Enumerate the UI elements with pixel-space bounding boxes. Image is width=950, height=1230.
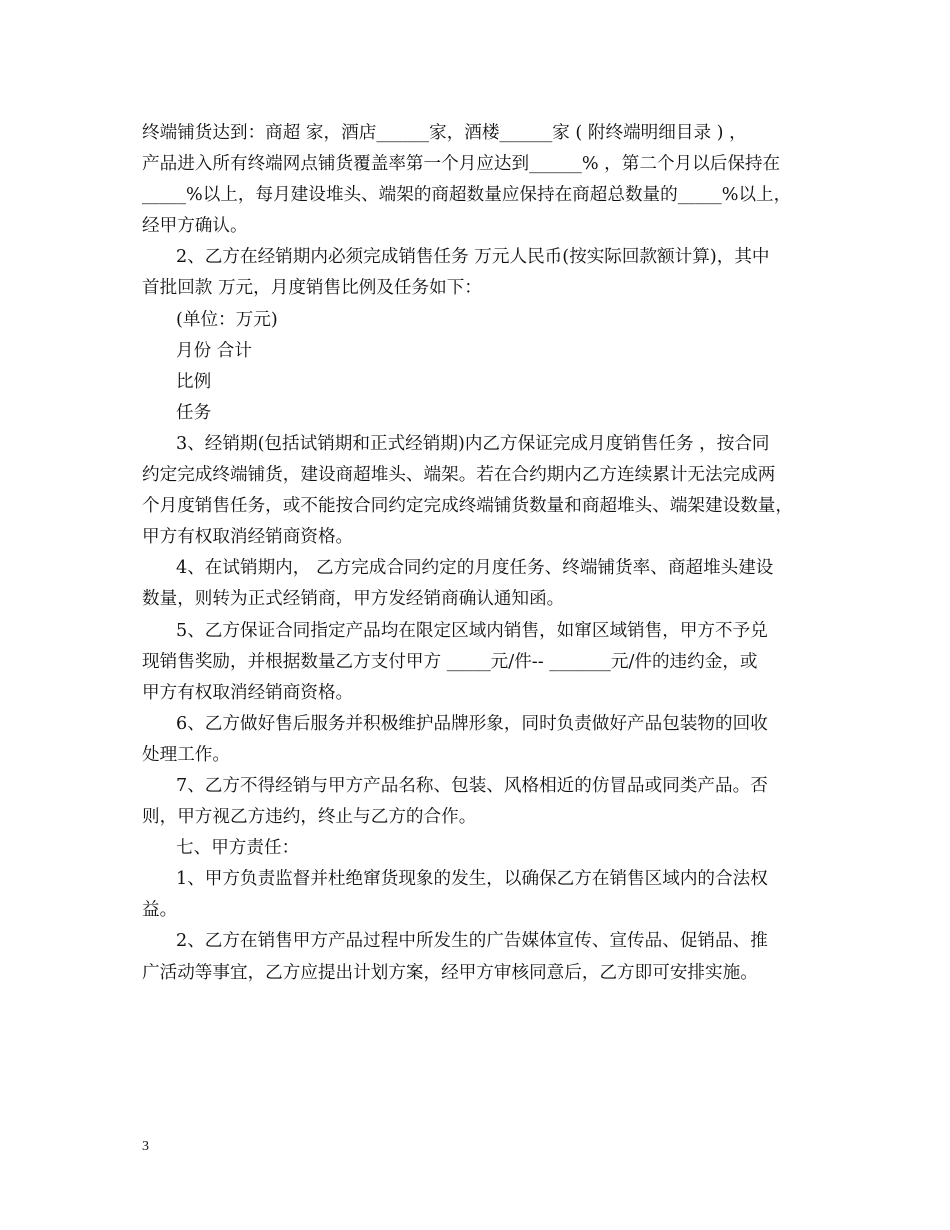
clause-6-line: 6、乙方做好售后服务并积极维护品牌形象，同时负责做好产品包装物的回收	[176, 713, 768, 734]
clause-3-line: 3、经销期(包括试销期和正式经销期)内乙方保证完成月度销售任务 ，按合同	[176, 433, 770, 454]
text-line: 个月度销售任务，或不能按合同约定完成终端铺货数量和商超堆头、端架建设数量，	[142, 496, 793, 517]
document-body	[142, 118, 814, 989]
text-line: 经甲方确认。	[142, 216, 248, 237]
text-line: 广活动等事宜，乙方应提出计划方案，经甲方审核同意后，乙方即可安排实施。	[142, 962, 758, 983]
text-line: 处理工作。	[142, 744, 230, 765]
text-line: 约定完成终端铺货，建设商超堆头、端架。若在合约期内乙方连续累计无法完成两	[142, 465, 776, 486]
text-line: 首批回款 万元，月度销售比例及任务如下：	[142, 278, 482, 299]
clause-7-line: 7、乙方不得经销与甲方产品名称、包装、风格相近的仿冒品或同类产品。否	[176, 775, 768, 796]
table-row-label: 比例	[176, 371, 212, 392]
text-line: 益。	[142, 900, 178, 921]
clause-2-line: 2、乙方在经销期内必须完成销售任务 万元人民币(按实际回款额计算)，其中	[176, 247, 770, 268]
text-line: 甲方有权取消经销商资格。	[142, 527, 354, 548]
table-header-line: 月份 合计	[176, 340, 252, 361]
party-a-clause-2-line: 2、乙方在销售甲方产品过程中所发生的广告媒体宣传、宣传品、促销品、推	[176, 931, 768, 952]
text-line: 甲方有权取消经销商资格。	[142, 682, 354, 703]
text-line: 数量，则转为正式经销商，甲方发经销商确认通知函。	[142, 589, 565, 610]
page-number: 3	[142, 1139, 149, 1154]
text-line: 产品进入所有终端网点铺货覆盖率第一个月应达到______% ，第二个月以后保持在	[142, 154, 781, 175]
party-a-clause-1-line: 1、甲方负责监督并杜绝窜货现象的发生，以确保乙方在销售区域内的合法权	[176, 869, 768, 890]
unit-note: (单位：万元)	[176, 309, 278, 330]
text-line: _____%以上，每月建设堆头、端架的商超数量应保持在商超总数量的_____%以上，	[142, 185, 792, 206]
section-heading: 七、甲方责任：	[176, 838, 300, 859]
table-row-label: 任务	[176, 402, 212, 423]
clause-5-line: 5、乙方保证合同指定产品均在限定区域内销售，如窜区域销售，甲方不予兑	[176, 620, 768, 641]
text-line: 现销售奖励，并根据数量乙方支付甲方 _____元/件-- _______元/件的违约金，或	[142, 651, 758, 672]
clause-4-line: 4、在试销期内， 乙方完成合同约定的月度任务、终端铺货率、商超堆头建设	[176, 558, 774, 579]
text-line: 终端铺货达到：商超 家，酒店______家，酒楼______家 ( 附终端明细目录 ) ，	[142, 123, 747, 143]
text-line: 则，甲方视乙方违约，终止与乙方的合作。	[142, 807, 477, 828]
